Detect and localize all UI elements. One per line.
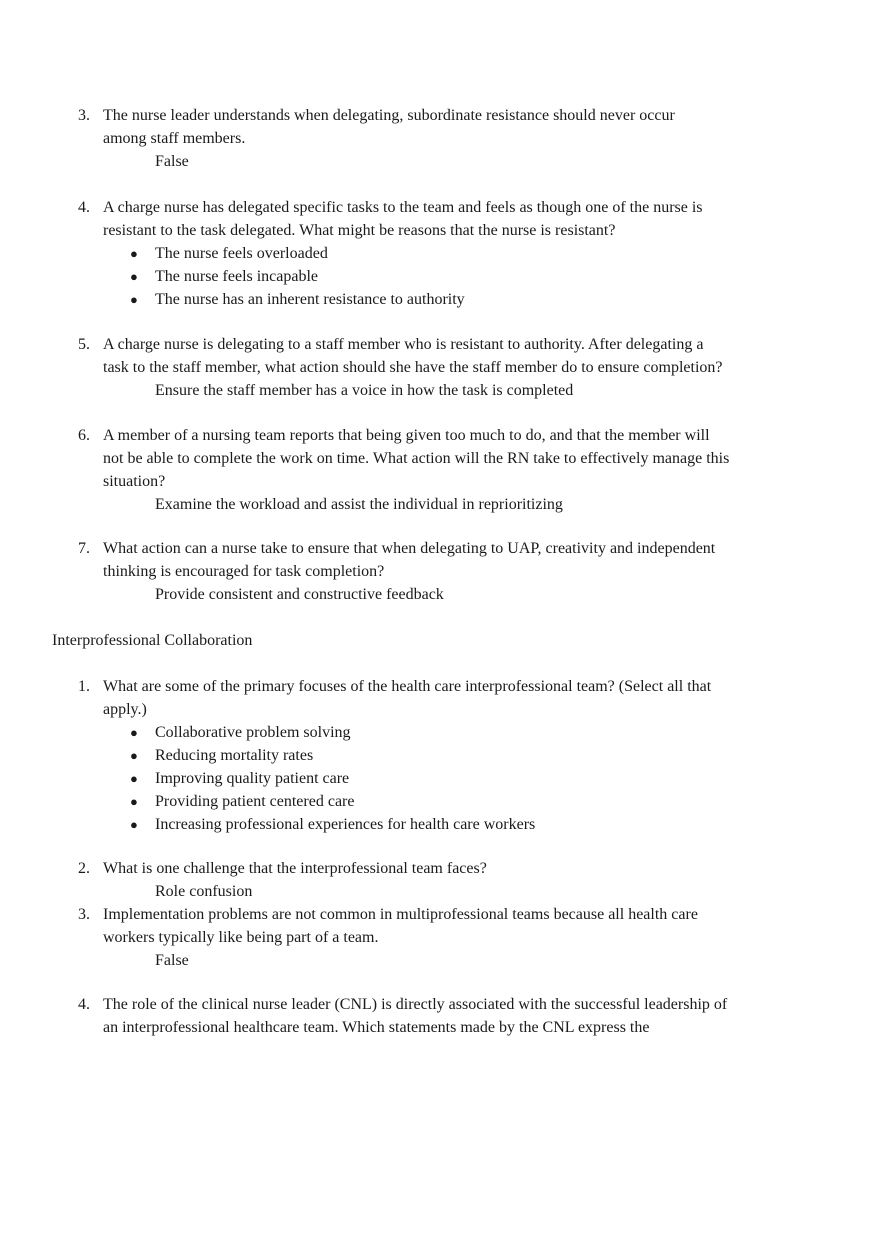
question-text-line: apply.) bbox=[103, 701, 147, 718]
question-text-line: Implementation problems are not common in multiprofessional teams because all health care bbox=[103, 906, 698, 923]
answer-text: Role confusion bbox=[155, 883, 253, 900]
bullet-item: Collaborative problem solving bbox=[155, 724, 351, 741]
question-number: 4. bbox=[78, 996, 90, 1013]
bullet-icon: ● bbox=[130, 817, 138, 832]
question-text-line: What action can a nurse take to ensure that when delegating to UAP, creativity and independent bbox=[103, 540, 716, 557]
bullet-icon: ● bbox=[130, 771, 138, 786]
answer-text: False bbox=[155, 952, 189, 969]
bullet-icon: ● bbox=[130, 725, 138, 740]
question-number: 7. bbox=[78, 540, 90, 557]
question-text-line: The role of the clinical nurse leader (CNL) is directly associated with the successful leadership of bbox=[103, 996, 728, 1013]
question-text-line: A member of a nursing team reports that being given too much to do, and that the member will bbox=[103, 427, 710, 444]
question-text-line: not be able to complete the work on time. What action will the RN take to effectively manage this bbox=[103, 450, 730, 467]
question-text-line: situation? bbox=[103, 473, 166, 490]
question-number: 2. bbox=[78, 860, 90, 877]
question-text-line: task to the staff member, what action should she have the staff member do to ensure completion? bbox=[103, 359, 723, 376]
question-text-line: What are some of the primary focuses of the health care interprofessional team? (Select all that bbox=[103, 678, 712, 695]
bullet-icon: ● bbox=[130, 246, 138, 261]
question-number: 5. bbox=[78, 336, 90, 353]
question-number: 4. bbox=[78, 199, 90, 216]
bullet-item: The nurse has an inherent resistance to authority bbox=[155, 291, 465, 308]
bullet-icon: ● bbox=[130, 269, 138, 284]
question-number: 6. bbox=[78, 427, 90, 444]
question-number: 1. bbox=[78, 678, 90, 695]
question-text-line: What is one challenge that the interprofessional team faces? bbox=[103, 860, 487, 877]
bullet-item: Reducing mortality rates bbox=[155, 747, 314, 764]
bullet-item: The nurse feels incapable bbox=[155, 268, 319, 285]
question-text-line: A charge nurse is delegating to a staff member who is resistant to authority. After delegating a bbox=[103, 336, 704, 353]
question-text-line: A charge nurse has delegated specific tasks to the team and feels as though one of the nurse is bbox=[103, 199, 703, 216]
answer-text: Ensure the staff member has a voice in how the task is completed bbox=[155, 382, 574, 399]
answer-text: Provide consistent and constructive feedback bbox=[155, 586, 444, 603]
bullet-item: The nurse feels overloaded bbox=[155, 245, 328, 262]
bullet-item: Providing patient centered care bbox=[155, 793, 355, 810]
bullet-item: Increasing professional experiences for health care workers bbox=[155, 816, 536, 833]
bullet-item: Improving quality patient care bbox=[155, 770, 350, 787]
answer-text: False bbox=[155, 153, 189, 170]
question-number: 3. bbox=[78, 107, 90, 124]
bullet-icon: ● bbox=[130, 794, 138, 809]
question-text-line: resistant to the task delegated. What might be reasons that the nurse is resistant? bbox=[103, 222, 616, 239]
bullet-icon: ● bbox=[130, 748, 138, 763]
bullet-icon: ● bbox=[130, 292, 138, 307]
answer-text: Examine the workload and assist the individual in reprioritizing bbox=[155, 496, 563, 513]
question-text-line: The nurse leader understands when delegating, subordinate resistance should never occur bbox=[103, 107, 675, 124]
section-heading: Interprofessional Collaboration bbox=[52, 632, 253, 649]
question-text-line: an interprofessional healthcare team. Which statements made by the CNL express the bbox=[103, 1019, 650, 1036]
question-text-line: workers typically like being part of a team. bbox=[103, 929, 379, 946]
question-text-line: thinking is encouraged for task completion? bbox=[103, 563, 385, 580]
question-number: 3. bbox=[78, 906, 90, 923]
question-text-line: among staff members. bbox=[103, 130, 246, 147]
